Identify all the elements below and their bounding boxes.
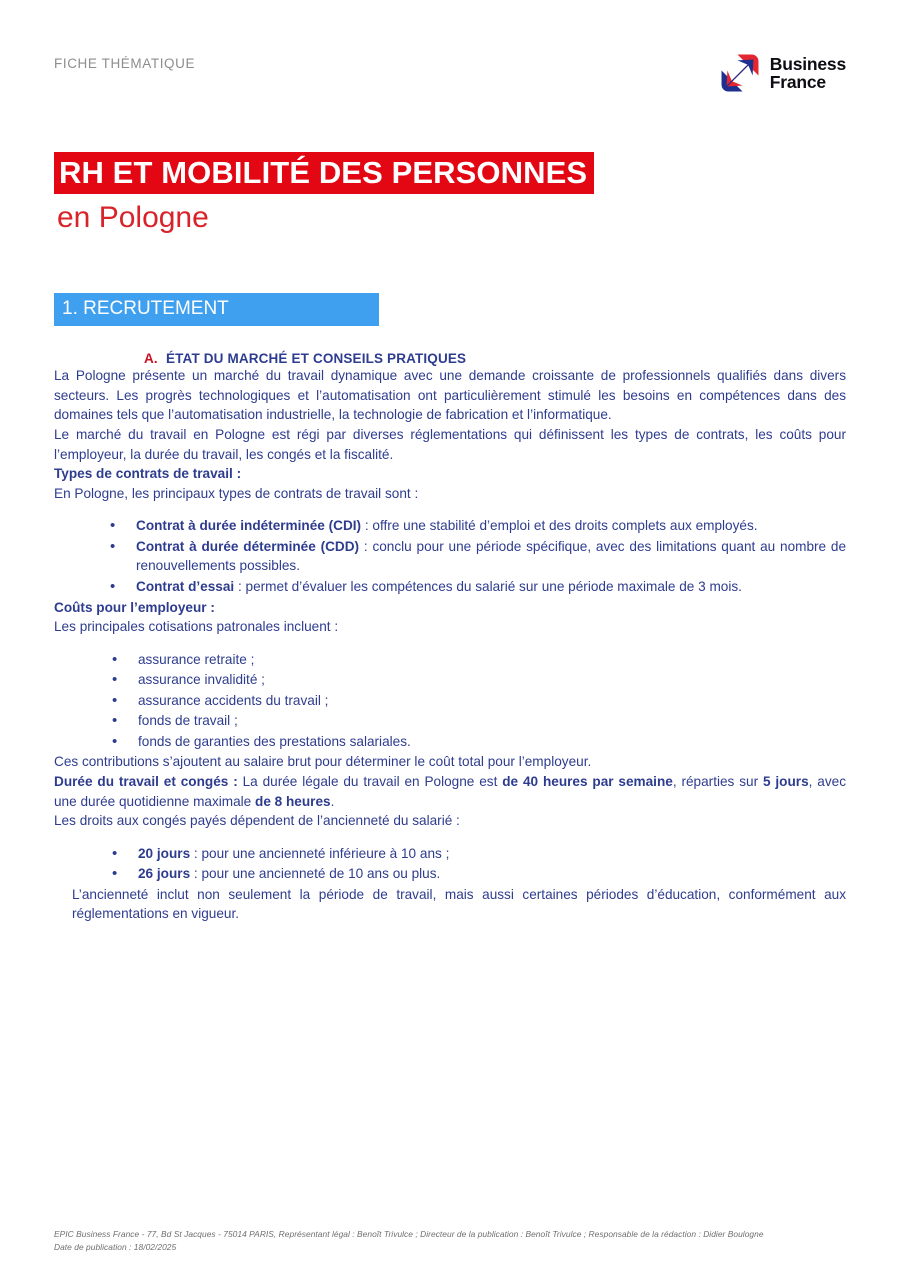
page-title-block	[54, 152, 594, 234]
working-time-seg-2: , réparties sur	[672, 774, 763, 789]
footer-legal-line: EPIC Business France - 77, Bd St Jacques - 75014 PARIS, Représentant légal : Benoît Trivulce ; Directeur de la publication : Benoît Trivulce ; Responsable de la rédaction : Didier Boulogne	[54, 1229, 764, 1239]
working-time-lead: Durée du travail et congés :	[54, 774, 238, 789]
subsection-label: ÉTAT DU MARCHÉ ET CONSEILS PRATIQUES	[166, 351, 467, 367]
list-item-lead: Contrat à durée indéterminée (CDI)	[136, 518, 362, 534]
page-header	[54, 52, 846, 114]
list-item: • assurance accidents du travail ;	[112, 691, 846, 711]
paragraph-seniority-note: L’ancienneté inclut non seulement la période de travail, mais aussi certaines périodes d’éducation, conformément aux réglementations en vigueur.	[72, 886, 846, 922]
paragraph-leave-intro: Les droits aux congés payés dépendent de l’ancienneté du salarié :	[54, 813, 460, 829]
list-item	[112, 844, 846, 864]
logo-line-2: France	[769, 72, 826, 92]
list-leave-entitlements	[54, 844, 846, 884]
list-item-lead: Contrat à durée déterminée (CDD)	[136, 538, 360, 554]
heading-contract-types	[54, 464, 846, 484]
logo-line-1: Business	[769, 53, 846, 74]
list-employer-contributions	[54, 650, 846, 752]
list-item	[110, 577, 846, 597]
page-subtitle: en Pologne	[57, 201, 209, 235]
page-title: RH ET MOBILITÉ DES PERSONNES	[54, 152, 594, 194]
heading-employer-costs-text: Coûts pour l’employeur :	[54, 599, 215, 615]
section-heading-recrutement: 1. RECRUTEMENT	[54, 293, 379, 326]
paragraph-costs-intro: Les principales cotisations patronales incluent :	[54, 619, 339, 635]
document-content	[54, 293, 846, 924]
list-item-text: : pour une ancienneté de 10 ans ou plus.	[190, 866, 441, 882]
list-item	[112, 864, 846, 884]
list-item	[110, 537, 846, 576]
list-item-text: : conclu pour une période spécifique, avec des limitations quant au nombre de renouvellements possibles.	[136, 538, 847, 574]
subsection-marker: A.	[144, 351, 158, 367]
list-item: • fonds de garanties des prestations salariales.	[112, 732, 846, 752]
page-footer	[54, 1228, 860, 1254]
business-france-arrows-logo-icon	[719, 52, 761, 94]
working-time-seg-4: .	[330, 793, 335, 809]
paragraph-working-time	[54, 772, 846, 811]
paragraph-regulations: Le marché du travail en Pologne est régi par diverses réglementations qui définissent les types de contrats, les coûts pour l’employeur, la durée du travail, les congés et la fiscalité.	[54, 427, 846, 462]
list-item-text: : permet d’évaluer les compétences du salarié sur une période maximale de 3 mois.	[234, 578, 742, 594]
list-item-lead: Contrat d’essai	[136, 578, 235, 594]
list-item: • assurance retraite ;	[112, 650, 846, 670]
list-item: • assurance invalidité ;	[112, 670, 846, 690]
heading-contract-types-text: Types de contrats de travail :	[54, 466, 242, 482]
paragraph-market-overview: La Pologne présente un marché du travail dynamique avec une demande croissante de professionnels qualifiés dans divers secteurs. Les progrès technologiques et l’automatisation ont particulièrement stimulé les besoins en compétences dans des domaines tels que l’automatisation industrielle, la technologie de fabrication et l’informatique.	[54, 368, 846, 423]
logo-wordmark	[770, 55, 846, 91]
footer-publication-date: Date de publication : 18/02/2025	[54, 1242, 177, 1253]
working-time-bold-2: 5 jours	[762, 774, 809, 789]
working-time-seg-3: , avec une durée quotidienne maximale	[54, 774, 847, 809]
list-item	[110, 516, 846, 536]
list-item-lead: 20 jours	[138, 845, 191, 861]
working-time-bold-1: de 40 heures par semaine	[502, 774, 673, 789]
list-item-text: : pour une ancienneté inférieure à 10 ans ;	[190, 845, 450, 861]
business-france-logo	[719, 52, 846, 94]
list-item-text: : offre une stabilité d’emploi et des droits complets aux employés.	[361, 518, 758, 534]
paragraph-total-cost: Ces contributions s’ajoutent au salaire brut pour déterminer le coût total pour l’employeur.	[54, 754, 592, 770]
subsection-heading	[54, 351, 846, 366]
list-item: • fonds de travail ;	[112, 711, 846, 731]
heading-employer-costs	[54, 598, 846, 618]
list-item-lead: 26 jours	[138, 866, 191, 882]
list-contract-types	[54, 516, 846, 596]
working-time-seg-1: La durée légale du travail en Pologne est	[237, 774, 503, 789]
working-time-bold-3: de 8 heures	[255, 793, 331, 809]
paragraph-contract-intro: En Pologne, les principaux types de contrats de travail sont :	[54, 485, 419, 501]
document-kicker: FICHE THÉMATIQUE	[54, 56, 196, 71]
